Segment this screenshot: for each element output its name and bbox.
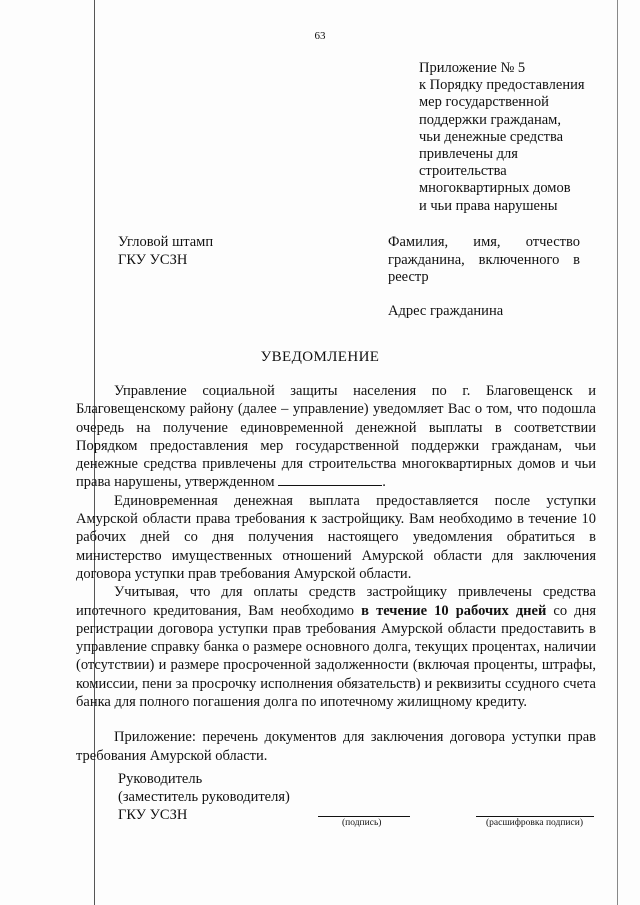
appendix-line: к Порядку предоставления [419, 77, 585, 94]
signatory-line: ГКУ УСЗН [118, 807, 188, 823]
appendix-header [419, 60, 619, 215]
signatory-line: (заместитель руководителя) [118, 789, 290, 805]
appendix-line: поддержки гражданам, [419, 111, 561, 128]
paragraph-1-end: . [382, 474, 386, 491]
appendix-line: Приложение № 5 [419, 60, 526, 76]
recipient-name-line: гражданина, включенного в [388, 251, 580, 268]
page-number: 63 [314, 30, 326, 42]
appendix-line: привлечены для [419, 146, 518, 163]
appendix-line: и чьи права нарушены [419, 197, 558, 214]
signature-line [318, 816, 410, 817]
paragraph-3 [76, 583, 596, 711]
appendix-line: чьи денежные средства [419, 128, 564, 145]
recipient-block [388, 234, 580, 320]
notice-body [76, 382, 596, 765]
date-blank-field [278, 474, 382, 486]
decode-line [476, 816, 594, 817]
appendix-line: мер государственной [419, 94, 549, 111]
recipient-address: Адрес гражданина [388, 302, 504, 319]
paragraph-3-text-b: со дня регистрации договора уступки прав требования Амурской области предоставить в управление справку банка о размере основного долга, текущих процентах, наличии (отсутствии) и размере просроченной задолженности (включая проценты, штрафы, комиссии, пени за просрочку исполнения обязательств) и реквизиты ссудного счета банка для полного погашения долга по ипотечному жилищному кредиту. [76, 602, 596, 711]
signatory-line: Руководитель [118, 771, 203, 787]
recipient-name-line: реестр [388, 269, 429, 285]
corner-stamp [118, 234, 213, 269]
paragraph-3-bold: в течение 10 рабочих дней [361, 602, 547, 619]
decode-caption: (расшифровка подписи) [486, 818, 583, 828]
paragraph-2: Единовременная денежная выплата предоставляется после уступки Амурской области права требования к застройщику. Вам необходимо в течение 10 рабочих дней со дня получения настоящего уведомления обратиться в министерство имущественных отношений Амурской области для заключения договора уступки прав требования Амурской области. [76, 492, 596, 582]
attachment-note: Приложение: перечень документов для заключения договора уступки прав требования Амурской области. [76, 729, 596, 764]
paragraph-1 [76, 382, 596, 492]
appendix-line: многоквартирных домов [419, 180, 571, 197]
paragraph-1-text: Управление социальной защиты населения по г. Благовещенск и Благовещенскому району (далее – управление) уведомляет Вас о том, что подошла очередь на получение единовременной денежной выплаты в соответствии Порядком предоставления мер государственной поддержки гражданам, чьи денежные средства привлечены для строительства многоквартирных домов и чьи права нарушены, утвержденном [76, 383, 596, 491]
stamp-line: ГКУ УСЗН [118, 251, 188, 268]
stamp-line: Угловой штамп [118, 234, 214, 250]
signature-caption: (подпись) [342, 818, 382, 828]
document-title: УВЕДОМЛЕНИЕ [260, 349, 380, 365]
paragraph-3-text-a: Учитывая, что для оплаты средств застройщику привлечены средства ипотечного кредитования, Вам необходимо [76, 584, 596, 619]
recipient-name-line: Фамилия, имя, отчество [388, 234, 580, 250]
signature-block [118, 770, 290, 824]
appendix-line: строительства [419, 163, 507, 180]
